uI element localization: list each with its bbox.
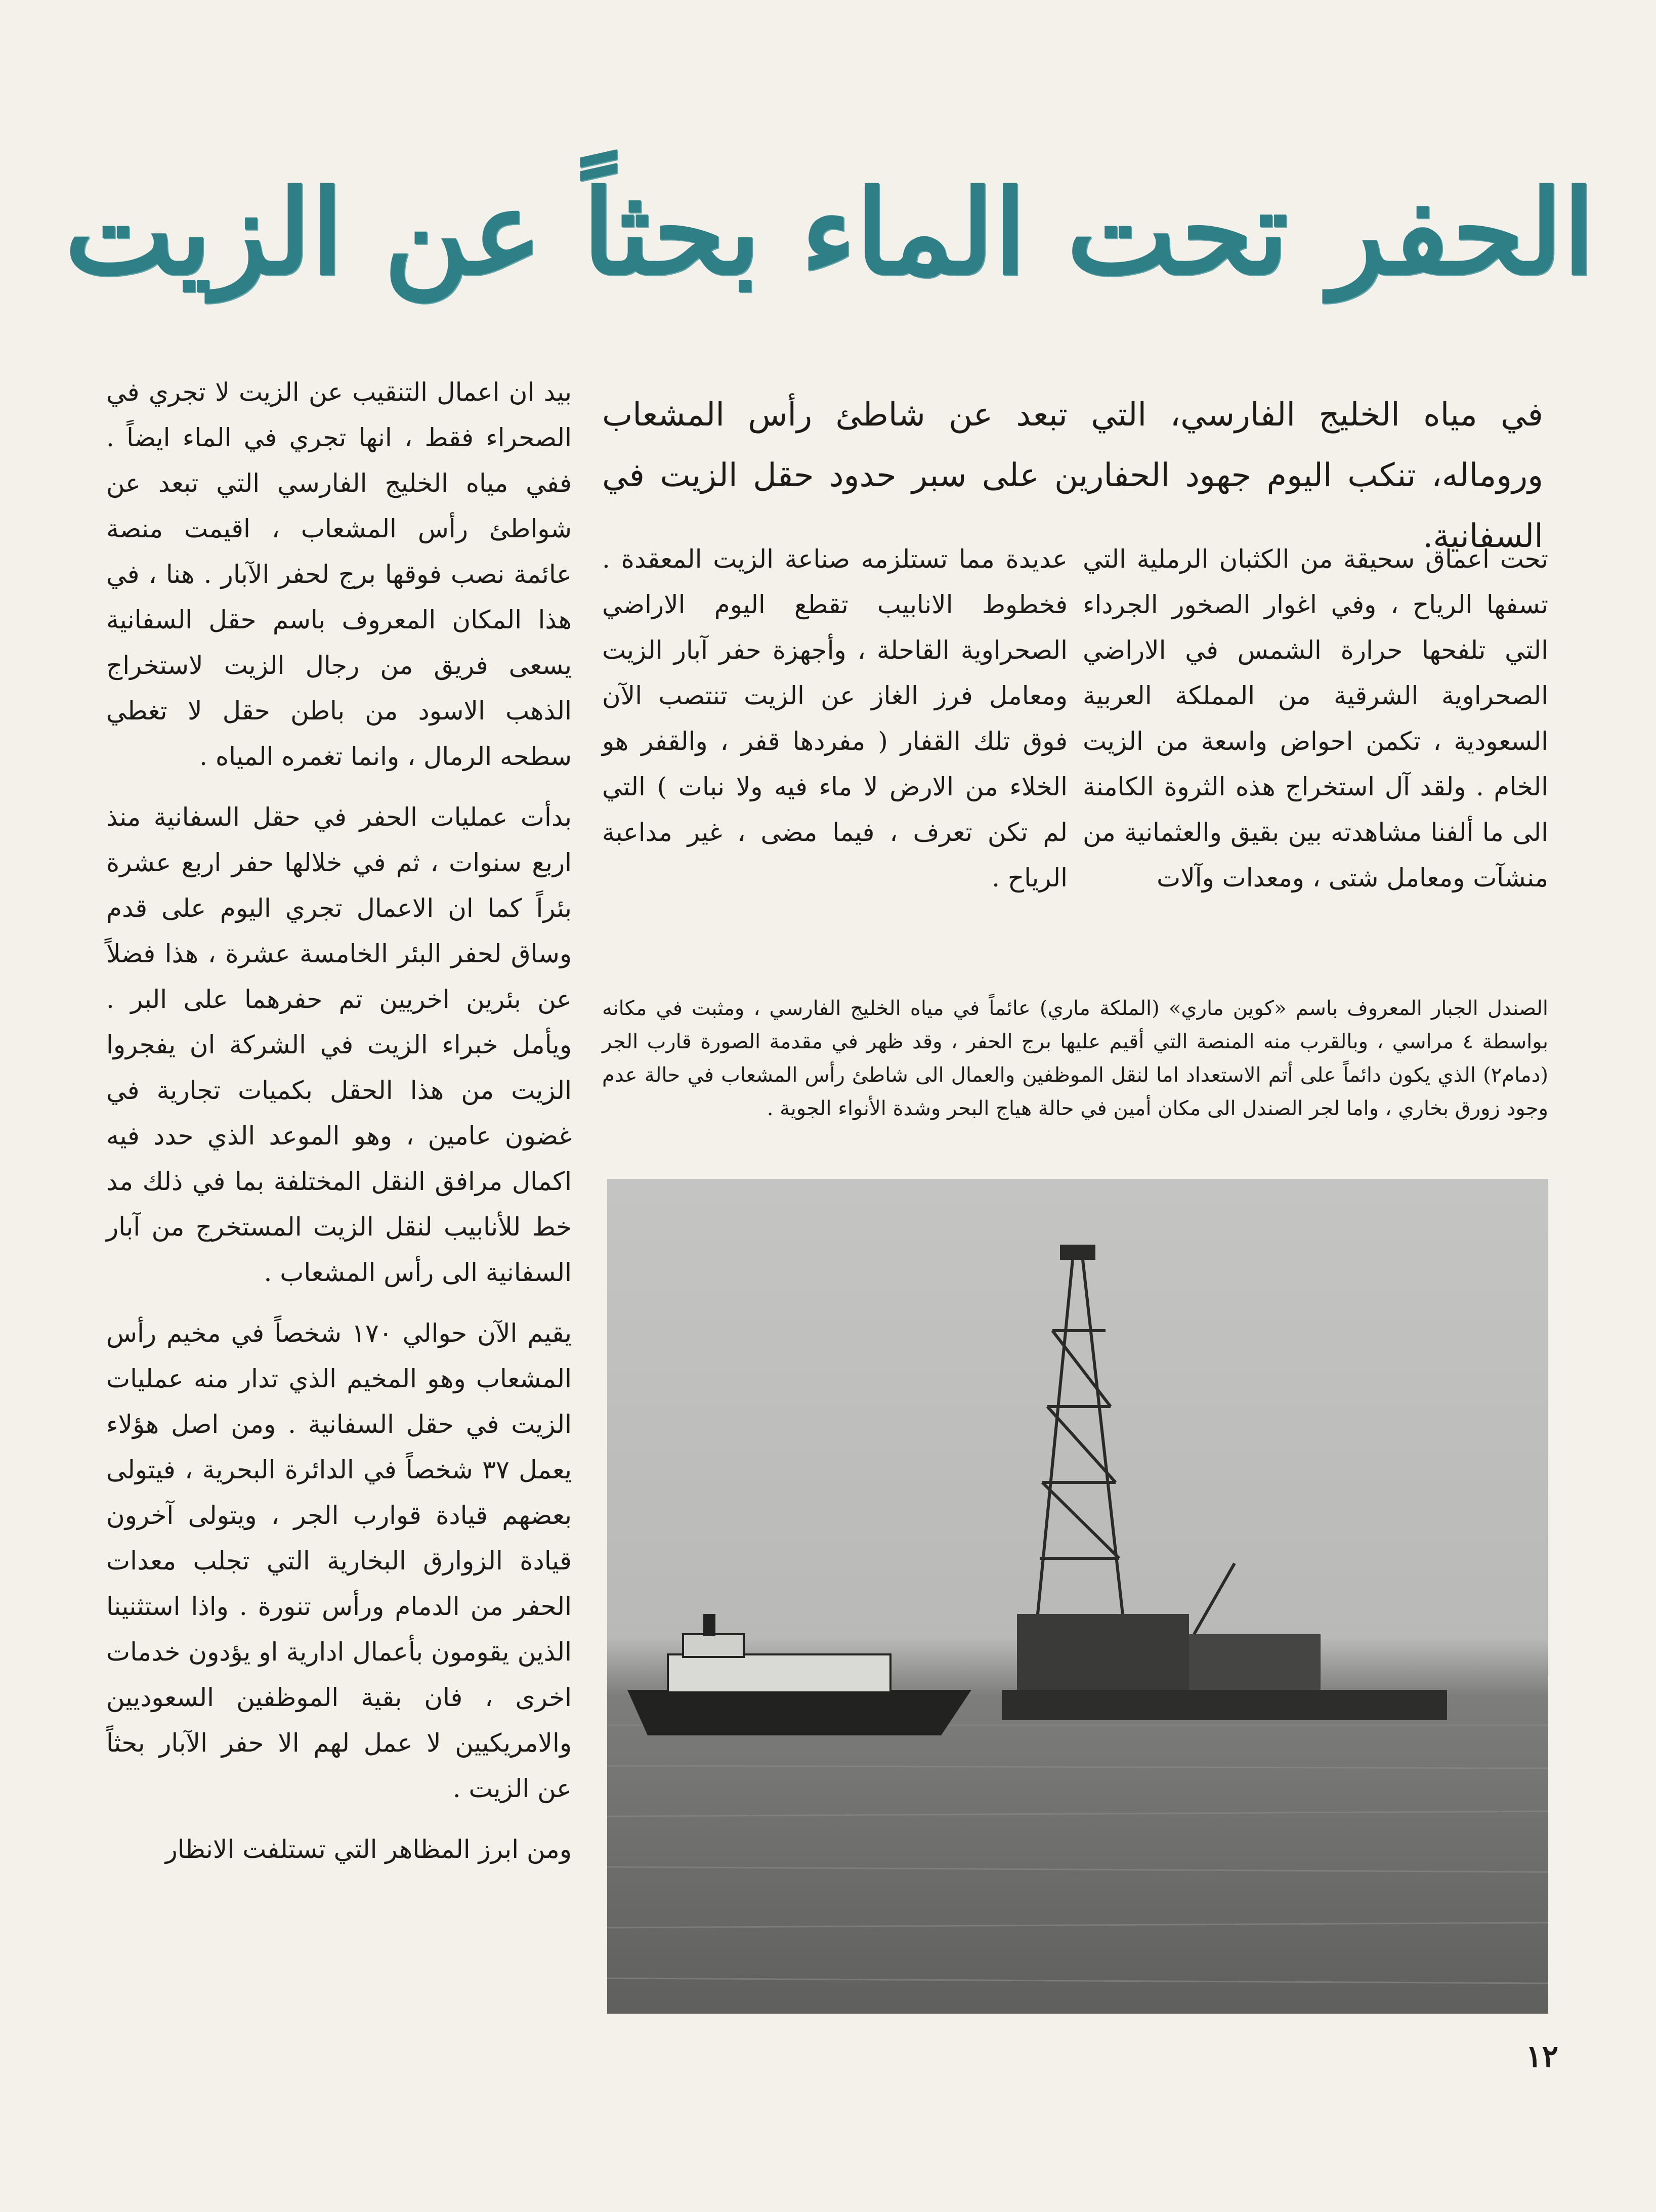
paragraph: بدأت عمليات الحفر في حقل السفانية منذ اربع سنوات ، ثم في خلالها حفر اربع عشرة بئراً كما ان الاعمال تجري اليوم على قدم وساق لحفر البئر الخامسة عشرة ، هذا فضلاً عن بئرين اخريين تم حفرهما على البر . ويأمل خبراء الزيت في الشركة ان يفجروا الزيت من هذا الحقل بكميات تجارية في غضون عامين ، وهو الموعد الذي حدد فيه اكمال مرافق النقل المختلفة بما في ذلك مد خط للأنابيب لنقل الزيت المستخرج من آبار السفانية الى رأس المشعاب . (106, 802, 572, 1287)
paragraph: عديدة مما تستلزمه صناعة الزيت المعقدة . فخطوط الانابيب تقطع اليوم الاراضي الصحراوية القاحلة ، وأجهزة حفر آبار الزيت ومعامل فرز الغاز عن الزيت تنتصب الآن فوق تلك القفار ( مفردها قفر ، والقفر هو الخلاء من الارض لا ماء فيه ولا نبات ) التي لم تكن تعرف ، فيما مضى ، غير مداعبة الرياح . (602, 544, 1068, 892)
paragraph: بيد ان اعمال التنقيب عن الزيت لا تجري في الصحراء فقط ، انها تجري في الماء ايضاً . ففي مياه الخليج الفارسي التي تبعد عن شواطئ رأس المشعاب ، اقيمت منصة عائمة نصب فوقها برج لحفر الآبار . هنا ، في هذا المكان المعروف باسم حقل السفانية يسعى فريق من رجال الزيت لاستخراج الذهب الاسود من باطن حقل لا تغطي سطحه الرمال ، وانما تغمره المياه . (106, 377, 572, 771)
paragraph: يقيم الآن حوالي ١٧٠ شخصاً في مخيم رأس المشعاب وهو المخيم الذي تدار منه عمليات الزيت في حقل السفانية . ومن اصل هؤلاء يعمل ٣٧ شخصاً في الدائرة البحرية ، فيتولى بعضهم قيادة قوارب الجر ، ويتولى آخرون قيادة الزوارق البخارية التي تجلب معدات الحفر من الدمام ورأس تنورة . واذا استثنينا الذين يقومون بأعمال ادارية او يؤدون خدمات اخرى ، فان بقية الموظفين السعوديين والامريكيين لا عمل لهم الا حفر الآبار بحثاً عن الزيت . (106, 1318, 572, 1803)
paragraph: ومن ابرز المظاهر التي تستلفت الانظار (165, 1835, 572, 1864)
tug-boat-cabin (668, 1654, 890, 1692)
drilling-barge-structure (1017, 1614, 1189, 1695)
column-right (1083, 536, 1548, 916)
column-middle (602, 536, 1068, 916)
paragraph: تحت اعماق سحيقة من الكثبان الرملية التي تسفها الرياح ، وفي اغوار الصخور الجرداء التي تلفحها حرارة الشمس في الاراضي الصحراوية الشرقية من المملكة العربية السعودية ، تكمن احواض واسعة من الزيت الخام . ولقد آل استخراج هذه الثروة الكامنة الى ما ألفنا مشاهدته بين بقيق والعثمانية من منشآت ومعامل شتى ، ومعدات وآلات (1083, 544, 1548, 892)
article-deck: في مياه الخليج الفارسي، التي تبعد عن شاطئ رأس المشعاب وروماله، تنكب اليوم جهود الحفارين على سبر حدود حقل الزيت في السفانية. (602, 396, 1544, 555)
photo-illustration (607, 1179, 1548, 2014)
photo-caption: الصندل الجبار المعروف باسم «كوين ماري» (الملكة ماري) عائماً في مياه الخليج الفارسي ، ومثبت في مكانه بواسطة ٤ مراسي ، وبالقرب منه المنصة التي أقيم عليها برج الحفر ، وقد ظهر في مقدمة الصورة قارب الجر (دمام٢) الذي يكون دائماً على أتم الاستعداد اما لنقل الموظفين والعمال الى شاطئ رأس المشعاب في حالة عدم وجود زورق بخاري ، واما لجر الصندل الى مكان أمين في حالة هياج البحر وشدة الأنواء الجوية . (602, 997, 1548, 1120)
page-number: ١٢ (1525, 2039, 1558, 2074)
offshore-drilling-photo (607, 1179, 1548, 2014)
barge-hull (1002, 1690, 1447, 1720)
drilling-derrick (1037, 1260, 1123, 1619)
tug-boat-hull (627, 1690, 971, 1735)
column-left (106, 369, 572, 1887)
article-headline: الحفر تحت الماء بحثاً عن الزيت (64, 164, 1595, 301)
